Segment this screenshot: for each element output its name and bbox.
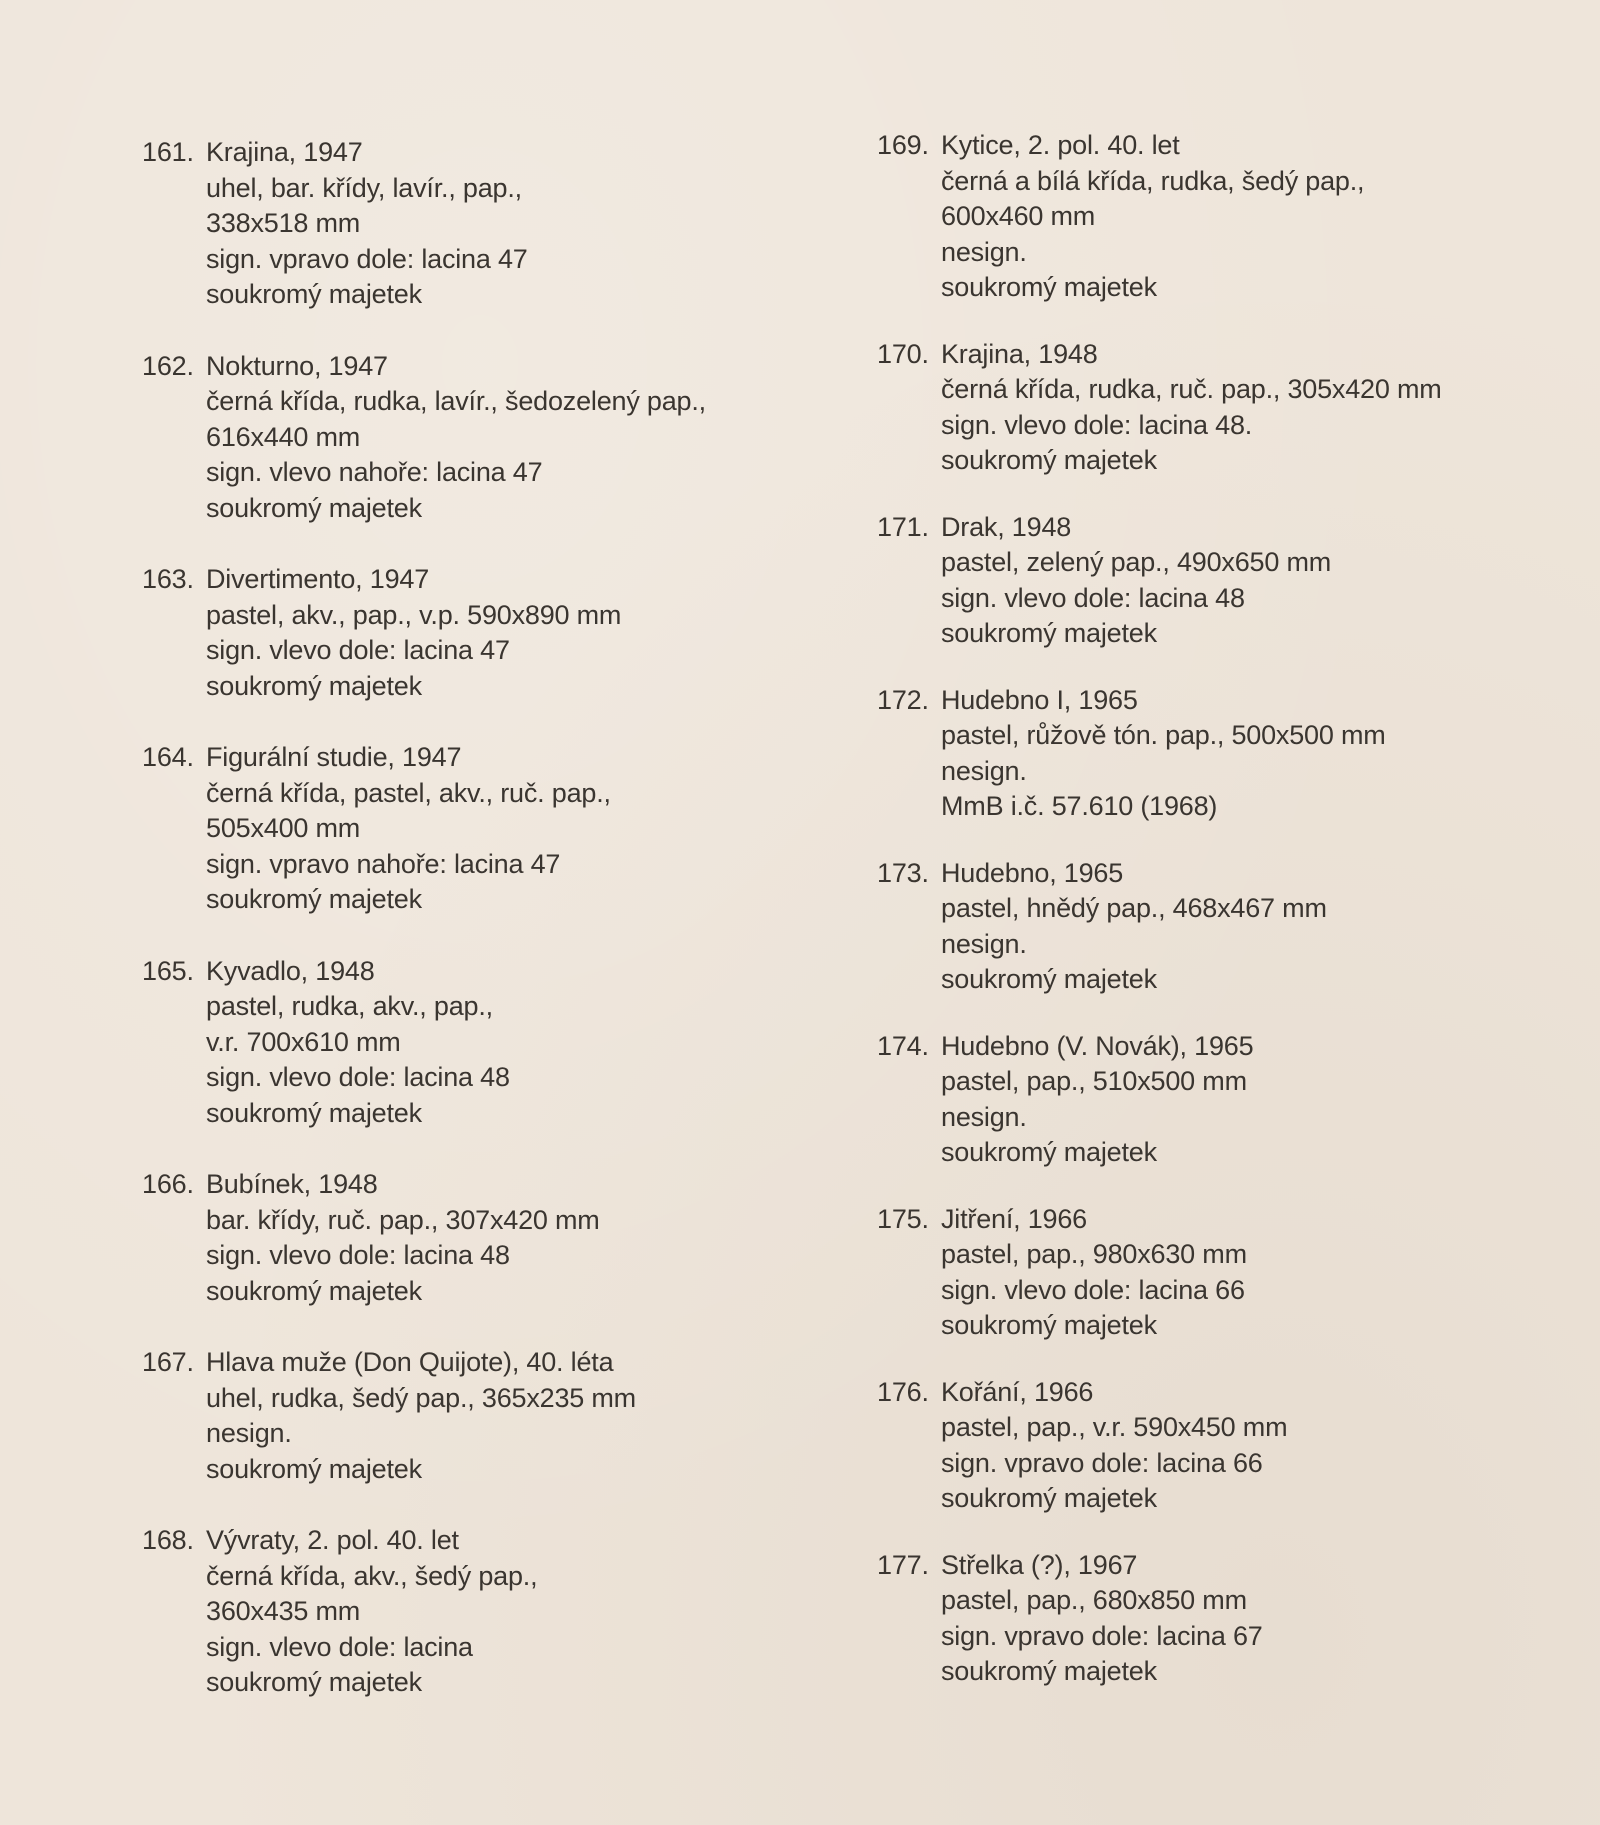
entry-detail-line: soukromý majetek [206,1667,422,1697]
entry-detail-line: nesign. [941,755,1027,786]
catalog-entry [877,1202,1497,1344]
catalog-entry [877,337,1497,479]
entry-title: Krajina, 1947 [206,137,363,167]
entry-number: 176. [877,1376,929,1407]
catalog-entry [877,1029,1497,1171]
entry-detail-line: nesign. [941,928,1027,959]
entry-detail-line: sign. vlevo dole: lacina [206,1631,473,1662]
entry-detail-line: soukromý majetek [941,1137,1157,1167]
entry-title: Divertimento, 1947 [206,564,430,594]
entry-number: 171. [877,511,929,542]
entry-number: 167. [142,1347,194,1377]
entry-title: Nokturno, 1947 [206,350,388,381]
right-column [877,128,1497,1721]
entry-detail-line: sign. vlevo dole: lacina 48. [941,409,1253,440]
entry-number: 164. [142,742,194,772]
entry-detail-line: soukromý majetek [941,1310,1157,1340]
entry-detail-line: MmB i.č. 57.610 (1968) [941,791,1218,821]
entry-detail-line: nesign. [206,1418,292,1448]
entry-detail-line: pastel, pap., 680x850 mm [941,1585,1247,1615]
catalog-entry [877,683,1497,825]
catalog-entry [877,510,1497,652]
catalog-entry [877,856,1497,998]
entry-number: 165. [142,955,194,986]
entry-number: 168. [142,1525,194,1555]
entry-detail-line: sign. vpravo nahoře: lacina 47 [206,848,561,879]
catalog-entry [142,562,762,704]
entry-title: Kyvadlo, 1948 [206,955,375,986]
entry-detail-line: soukromý majetek [941,445,1157,475]
entry-number: 161. [142,137,194,167]
entry-detail-line: 505x400 mm [206,813,361,843]
entry-number: 177. [877,1549,929,1580]
entry-detail-line: nesign. [941,236,1027,267]
entry-title: Hudebno, 1965 [941,857,1124,888]
entry-number: 163. [142,564,194,594]
entry-number: 170. [877,338,929,369]
entry-number: 169. [877,130,929,160]
entry-detail-line: černá křída, pastel, akv., ruč. pap., [206,777,611,808]
entry-title: Kořání, 1966 [941,1376,1094,1407]
entry-detail-line: soukromý majetek [206,1097,422,1128]
entry-detail-line: soukromý majetek [206,279,422,309]
entry-detail-line: pastel, pap., 510x500 mm [941,1066,1247,1096]
catalog-entry [142,1345,762,1487]
entry-number: 173. [877,857,929,888]
entry-title: Bubínek, 1948 [206,1169,378,1199]
entry-detail-line: soukromý majetek [206,1453,422,1484]
catalog-entry [142,1167,762,1309]
entry-title: Hlava muže (Don Quijote), 40. léta [206,1347,614,1377]
catalog-entry [142,135,762,313]
entry-detail-line: pastel, zelený pap., 490x650 mm [941,547,1332,577]
entry-number: 175. [877,1203,929,1234]
entry-detail-line: sign. vlevo dole: lacina 47 [206,635,510,665]
entry-detail-line: uhel, bar. křídy, lavír., pap., [206,172,522,203]
entry-detail-line: 360x435 mm [206,1596,361,1626]
entry-number: 162. [142,350,194,381]
entry-title: Jitření, 1966 [941,1203,1087,1234]
entry-detail-line: soukromý majetek [206,492,422,523]
entry-title: Hudebno (V. Novák), 1965 [941,1030,1254,1061]
entry-detail-line: pastel, pap., 980x630 mm [941,1239,1247,1269]
entry-detail-line: soukromý majetek [206,670,422,701]
entry-detail-line: sign. vpravo dole: lacina 66 [941,1447,1263,1478]
catalog-entry [877,1375,1497,1517]
entry-detail-line: černá křída, akv., šedý pap., [206,1560,538,1591]
entry-detail-line: sign. vpravo dole: lacina 67 [941,1620,1263,1651]
entry-detail-line: pastel, akv., pap., v.p. 590x890 mm [206,599,622,630]
entry-title: Kytice, 2. pol. 40. let [941,130,1180,160]
catalog-entry [142,349,762,527]
entry-detail-line: sign. vlevo dole: lacina 66 [941,1274,1245,1305]
entry-detail-line: sign. vlevo dole: lacina 48 [206,1240,510,1270]
entry-detail-line: pastel, rudka, akv., pap., [206,991,493,1021]
entry-detail-line: černá křída, rudka, lavír., šedozelený pap., [206,386,706,416]
catalog-entry [877,1548,1497,1690]
entry-title: Hudebno I, 1965 [941,684,1138,715]
entry-detail-line: uhel, rudka, šedý pap., 365x235 mm [206,1382,636,1413]
entry-number: 166. [142,1169,194,1199]
entry-detail-line: sign. vlevo dole: lacina 48 [941,582,1245,613]
entry-detail-line: soukromý majetek [206,1275,422,1306]
entry-title: Střelka (?), 1967 [941,1549,1138,1580]
entry-detail-line: bar. křídy, ruč. pap., 307x420 mm [206,1204,600,1235]
entry-detail-line: 338x518 mm [206,208,361,238]
entry-detail-line: soukromý majetek [941,618,1157,648]
entry-detail-line: pastel, hnědý pap., 468x467 mm [941,893,1327,923]
entry-detail-line: sign. vlevo dole: lacina 48 [206,1062,510,1092]
entry-detail-line: soukromý majetek [941,1656,1157,1686]
left-column [142,135,762,1737]
entry-title: Figurální studie, 1947 [206,742,462,772]
catalog-entry [142,954,762,1132]
entry-number: 174. [877,1030,929,1061]
entry-detail-line: soukromý majetek [941,272,1157,302]
entry-detail-line: 600x460 mm [941,201,1096,231]
entry-detail-line: soukromý majetek [941,964,1157,994]
entry-title: Vývraty, 2. pol. 40. let [206,1525,459,1555]
catalog-entry [142,1523,762,1701]
entry-detail-line: sign. vlevo nahoře: lacina 47 [206,457,543,487]
entry-detail-line: v.r. 700x610 mm [206,1026,401,1057]
entry-detail-line: soukromý majetek [206,884,422,914]
entry-detail-line: sign. vpravo dole: lacina 47 [206,243,528,274]
entry-detail-line: nesign. [941,1101,1027,1132]
entry-detail-line: soukromý majetek [941,1483,1157,1513]
entry-detail-line: pastel, růžově tón. pap., 500x500 mm [941,720,1386,750]
entry-detail-line: pastel, pap., v.r. 590x450 mm [941,1412,1288,1442]
entry-detail-line: 616x440 mm [206,421,361,452]
catalog-entry [877,128,1497,306]
entry-number: 172. [877,684,929,715]
entry-detail-line: černá a bílá křída, rudka, šedý pap., [941,165,1365,196]
entry-title: Krajina, 1948 [941,338,1098,369]
catalog-entry [142,740,762,918]
entry-title: Drak, 1948 [941,511,1072,542]
entry-detail-line: černá křída, rudka, ruč. pap., 305x420 mm [941,374,1442,404]
